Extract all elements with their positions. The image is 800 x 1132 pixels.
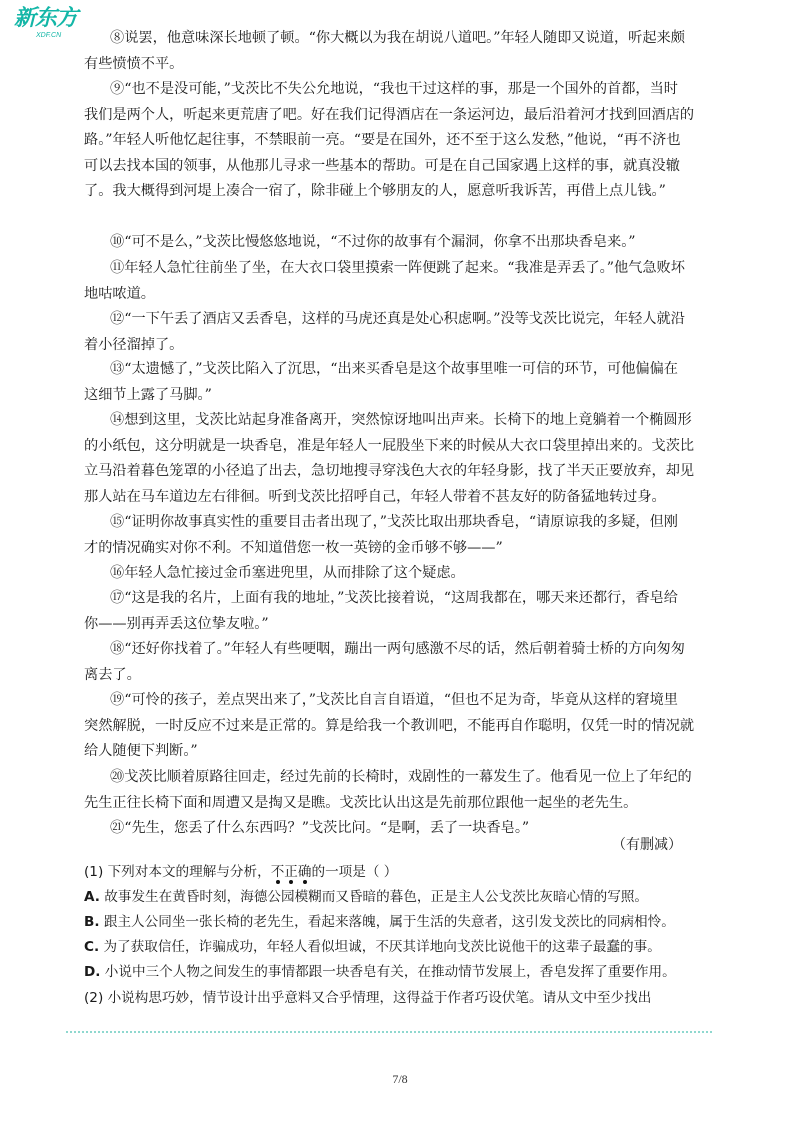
paragraph-line: ㉑“先生，您丢了什么东西吗？”戈茨比问。“是啊，丢了一块香皂。” — [110, 820, 530, 836]
paragraph-line: 了。我大概得到河堤上凑合一宿了，除非碰上个够朋友的人，愿意听我诉苦，再借上点儿钱。” — [84, 183, 666, 199]
option-d[interactable] — [84, 960, 724, 985]
logo-domain: XDF.CN — [36, 32, 62, 39]
option-text: 跟主人公同坐一张长椅的老先生，看起来落魄，属于生活的失意者，这引发戈茨比的同病相怜。 — [99, 914, 675, 930]
paragraph-line: ⑮“证明你故事真实性的重要目击者出现了，”戈茨比取出那块香皂，“请原谅我的多疑，但刚 — [110, 514, 678, 530]
paragraph-line: 地咕哝道。 — [84, 285, 155, 302]
paragraph-line: ⑩“可不是么，”戈茨比慢悠悠地说，“不过你的故事有个漏洞，你拿不出那块香皂来。” — [110, 234, 636, 250]
paragraph — [84, 637, 710, 688]
paragraph-line: 你——别再弄丢这位挚友啦。” — [84, 615, 269, 632]
paragraph — [84, 765, 710, 816]
paragraph-line: ⑧说罢，他意味深长地顿了顿。“你大概以为我在胡说八道吧。”年轻人随即又说道，听起来颇 — [110, 30, 685, 46]
paragraph — [84, 26, 710, 77]
paragraph-line: ⑫“一下午丢了酒店又丢香皂，这样的马虎还真是处心积虑啊。”没等戈茨比说完，年轻人就沿 — [110, 311, 685, 327]
option-letter: A. — [84, 889, 100, 905]
paragraph — [84, 408, 710, 510]
emphasis-dotted: 不正确 — [271, 864, 312, 880]
paragraph — [84, 561, 710, 587]
paragraph-line: 有些愤愤不平。 — [84, 55, 184, 72]
paragraph — [84, 357, 710, 408]
option-letter: B. — [84, 914, 100, 930]
option-c[interactable] — [84, 935, 724, 960]
paragraph-line: 这细节上露了马脚。” — [84, 386, 212, 403]
paragraph-line: ⑱“还好你找着了。”年轻人有些哽咽，蹦出一两句感激不尽的话，然后朝着骑士桥的方向匆匆 — [110, 641, 685, 657]
paragraph-line: ⑲“可怜的孩子，差点哭出来了，”戈茨比自言自语道，“但也不足为奇，毕竟从这样的窘境里 — [110, 692, 678, 708]
question-1-suffix: 的一项是（ ） — [311, 864, 398, 880]
paragraph-line: 路。”年轻人听他忆起往事，不禁眼前一亮。“要是在国外，还不至于这么发愁，”他说，“再不济也 — [84, 132, 681, 148]
paragraph-line: 先生正往长椅下面和周遭又是掏又是瞧。戈茨比认出这是先前那位跟他一起坐的老先生。 — [84, 794, 638, 811]
page-number: 7/8 — [392, 1072, 408, 1086]
paragraph-line: ⑪年轻人急忙往前坐了坐，在大衣口袋里摸索一阵便跳了起来。“我准是弄丢了。”他气急败坏 — [110, 260, 685, 276]
option-letter: D. — [84, 964, 101, 980]
paragraph-line: 的小纸包，这分明就是一块香皂，准是年轻人一屁股坐下来的时候从大衣口袋里掉出来的。戈茨比 — [84, 437, 695, 454]
question-1-prefix: (1) 下列对本文的理解与分析， — [84, 864, 271, 880]
option-b[interactable] — [84, 910, 724, 935]
footer-divider — [66, 1031, 712, 1033]
paragraph — [84, 307, 710, 358]
paragraph-line: ⑰“这是我的名片，上面有我的地址，”戈茨比接着说，“这周我都在，哪天来还都行，香皂给 — [110, 590, 678, 606]
paragraph-line: ⑭想到这里，戈茨比站起身准备离开，突然惊讶地叫出声来。长椅下的地上竟躺着一个椭圆形 — [110, 412, 692, 428]
option-text: 小说中三个人物之间发生的事情都跟一块香皂有关，在推动情节发展上，香皂发挥了重要作用。 — [100, 964, 676, 980]
paragraph — [84, 77, 710, 205]
logo-text: 新东方 — [14, 6, 78, 31]
option-text: 故事发生在黄昏时刻，海德公园模糊而又昏暗的暮色，正是主人公戈茨比灰暗心情的写照。 — [99, 889, 649, 905]
paragraph — [84, 256, 710, 307]
paragraph-line: ⑨“也不是没可能，”戈茨比不失公允地说，“我也干过这样的事，那是一个国外的首都，当时 — [110, 81, 678, 97]
paragraph — [84, 510, 710, 561]
paragraph-line: 着小径溜掉了。 — [84, 336, 184, 353]
question-1-stem — [84, 860, 724, 885]
paragraph-line: 立马沿着暮色笼罩的小径追了出去，急切地搜寻穿浅色大衣的年轻身影，找了半天正要放弃，却见 — [84, 463, 695, 479]
paragraph-line: 才的情况确实对你不利。不知道借您一枚一英镑的金币够不够——” — [84, 539, 503, 556]
question-2: (2) 小说构思巧妙，情节设计出乎意料又合乎情理，这得益于作者巧设伏笔。请从文中至少找出 — [84, 990, 652, 1006]
paragraph-line: 离去了。 — [84, 666, 141, 683]
option-text: 为了获取信任，诈骗成功，年轻人看似坦诚，不厌其详地向戈茨比说他干的这辈子最蠢的事。 — [99, 939, 661, 955]
paragraph-line: 突然解脱，一时反应不过来是正常的。算是给我一个教训吧，不能再自作聪明，仅凭一时的情况就 — [84, 717, 695, 734]
paragraph — [84, 230, 710, 256]
paragraph-line: 可以去找本国的领事，从他那儿寻求一些基本的帮助。可是在自己国家遇上这样的事，就真没辙 — [84, 157, 680, 174]
logo — [14, 6, 84, 46]
paragraph-line: 我们是两个人，听起来更荒唐了吧。好在我们记得酒店在一条运河边，最后沿着河才找到回酒店的 — [84, 106, 695, 123]
edit-note: （有删减） — [612, 837, 682, 853]
option-a[interactable] — [84, 885, 724, 910]
paragraph — [84, 586, 710, 637]
paragraph-line: ⑯年轻人急忙接过金币塞进兜里，从而排除了这个疑虑。 — [110, 565, 465, 581]
paragraph — [84, 688, 710, 765]
paragraph-line: ⑳戈茨比顺着原路往回走，经过先前的长椅时，戏剧性的一幕发生了。他看见一位上了年纪的 — [110, 769, 692, 785]
paragraph-line: ⑬“太遗憾了，”戈茨比陷入了沉思，“出来买香皂是这个故事里唯一可信的环节，可他偏偏在 — [110, 361, 678, 377]
paragraph-line: 给人随便下判断。” — [84, 743, 198, 759]
paragraph-line: 那人站在马车道边左右徘徊。听到戈茨比招呼自己，年轻人带着不甚友好的防备猛地转过身。 — [84, 488, 666, 505]
option-letter: C. — [84, 939, 100, 955]
